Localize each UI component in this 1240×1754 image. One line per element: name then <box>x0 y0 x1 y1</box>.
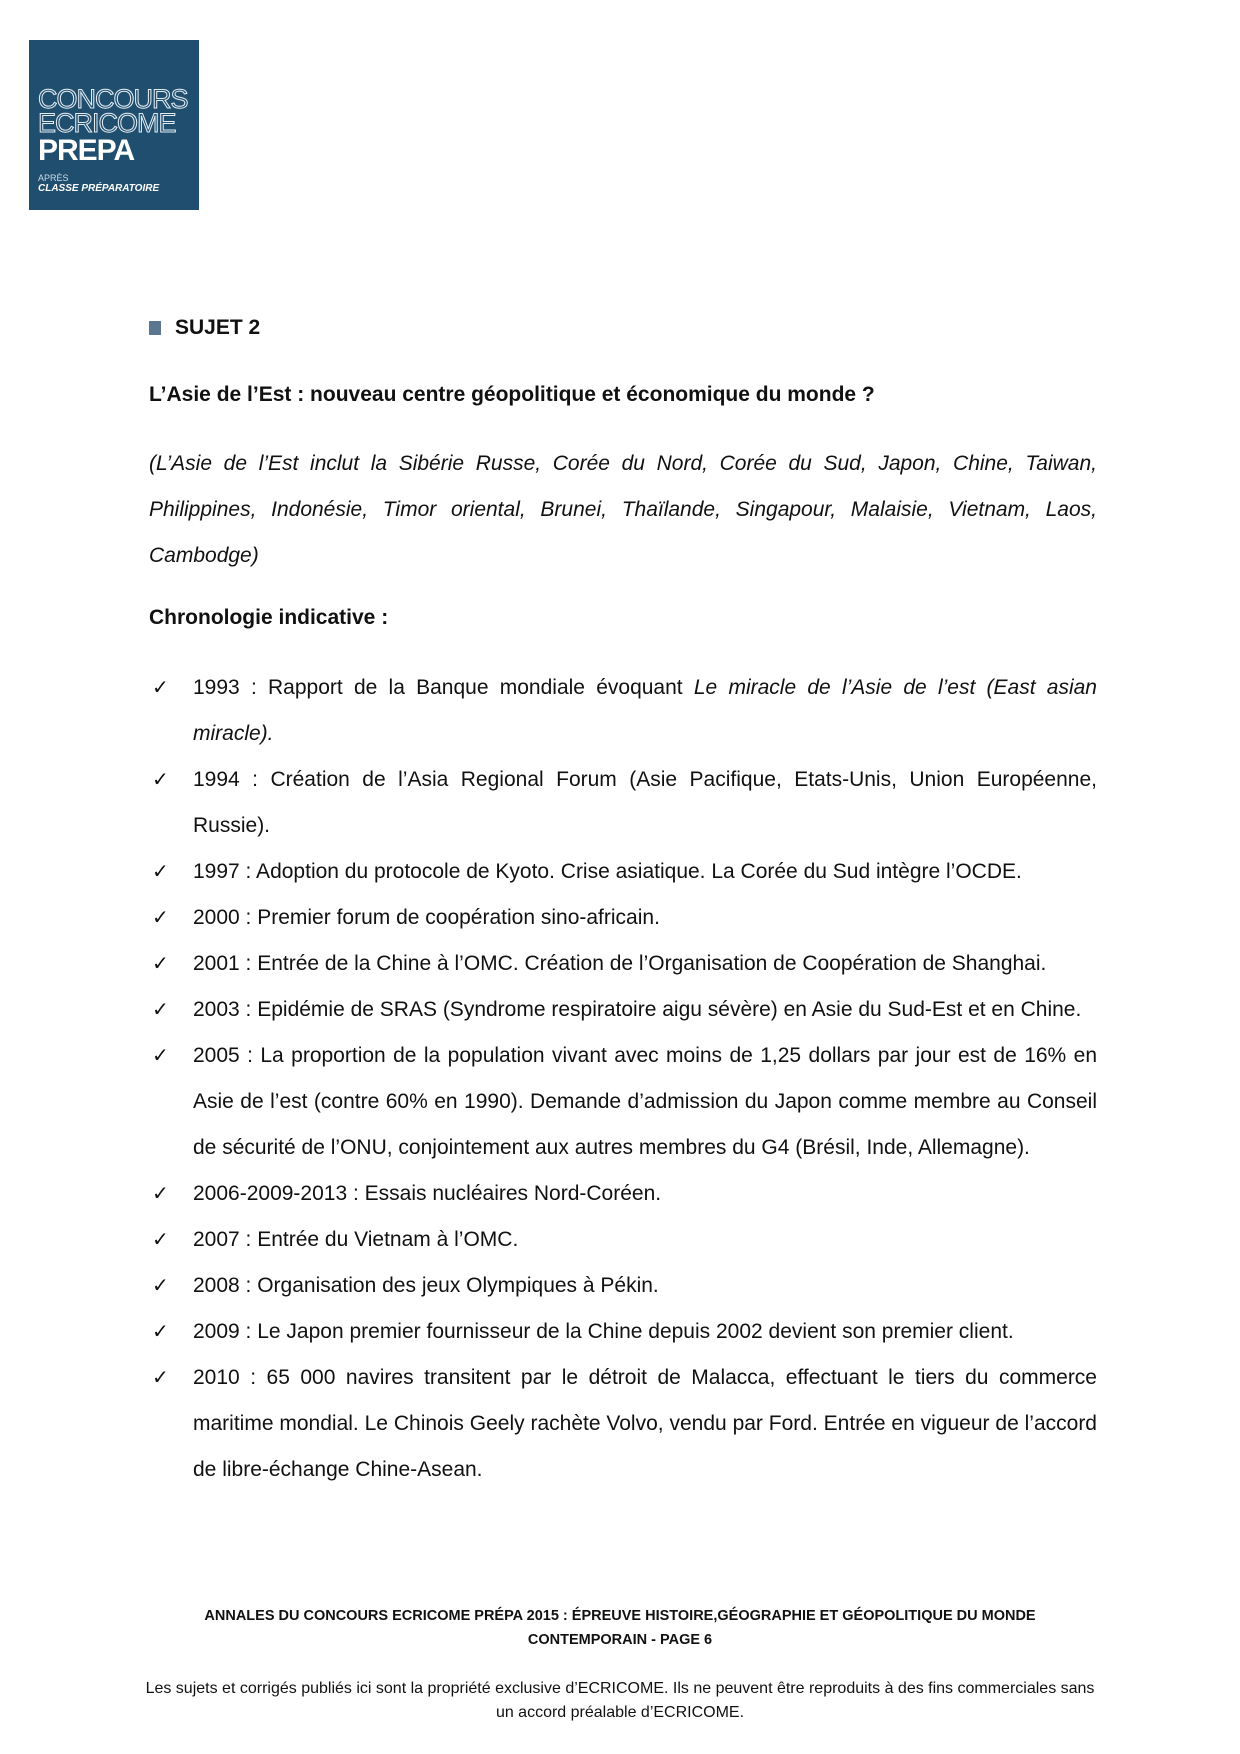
logo-line-ecricome: ECRICOME <box>38 108 176 138</box>
document-title: L’Asie de l’Est : nouveau centre géopolitique et économique du monde ? <box>149 383 875 406</box>
chronology-item-text: 2003 : Epidémie de SRAS (Syndrome respiratoire aigu sévère) en Asie du Sud-Est et en Chine. <box>193 998 1082 1021</box>
chronology-item <box>149 1355 1097 1493</box>
intro-paragraph: (L’Asie de l’Est inclut la Sibérie Russe, Corée du Nord, Corée du Sud, Japon, Chine, Taiwan, Philippines, Indonésie, Timor oriental, Brunei, Thaïlande, Singapour, Malaisie, Vietnam, Laos, Cambodge) <box>149 452 1097 567</box>
chronology-item <box>149 895 1097 941</box>
checkmark-icon: ✓ <box>152 1183 169 1205</box>
chronology-label: Chronologie indicative : <box>149 606 389 629</box>
checkmark-icon: ✓ <box>152 1229 169 1251</box>
logo-line-concours: CONCOURS <box>38 84 188 114</box>
checkmark-icon: ✓ <box>152 769 169 791</box>
subject-heading-text: SUJET 2 <box>175 316 261 339</box>
checkmark-icon: ✓ <box>152 999 169 1021</box>
checkmark-icon: ✓ <box>152 1321 169 1343</box>
square-bullet-icon <box>149 321 161 335</box>
chronology-item-text: 2008 : Organisation des jeux Olympiques à Pékin. <box>193 1274 659 1297</box>
chronology-item <box>149 941 1097 987</box>
chronology-item <box>149 665 1097 757</box>
chronology-item <box>149 1033 1097 1171</box>
logo-line-classe: CLASSE PRÉPARATOIRE <box>38 183 160 194</box>
chronology-item <box>149 849 1097 895</box>
subject-heading <box>149 316 260 340</box>
checkmark-icon: ✓ <box>152 1045 169 1067</box>
chronology-item <box>149 1309 1097 1355</box>
chronology-item <box>149 1171 1097 1217</box>
checkmark-icon: ✓ <box>152 1275 169 1297</box>
chronology-item-text: 2006-2009-2013 : Essais nucléaires Nord-Coréen. <box>193 1182 662 1205</box>
chronology-item-text: 2009 : Le Japon premier fournisseur de la Chine depuis 2002 devient son premier client. <box>193 1320 1014 1343</box>
ecricome-logo <box>29 40 199 210</box>
checkmark-icon: ✓ <box>152 953 169 975</box>
checkmark-icon: ✓ <box>152 677 169 699</box>
chronology-item-text: 2005 : La proportion de la population vivant avec moins de 1,25 dollars par jour est de 16% en Asie de l’est (contre 60% en 1990). Demande d’admission du Japon comme membre au Conseil de sécurité de l’ONU, conjointement aux autres membres du G4 (Brésil, Inde, Allemagne). <box>193 1044 1097 1159</box>
footer-line-2: CONTEMPORAIN - PAGE 6 <box>527 1632 713 1648</box>
chronology-item <box>149 1217 1097 1263</box>
chronology-item-text: 1994 : Création de l’Asia Regional Forum (Asie Pacifique, Etats-Unis, Union Européenne, Russie). <box>193 768 1097 837</box>
footer-line-1: ANNALES DU CONCOURS ECRICOME PRÉPA 2015 : ÉPREUVE HISTOIRE,GÉOGRAPHIE ET GÉOPOLITIQUE DU MONDE <box>204 1608 1036 1624</box>
chronology-item <box>149 987 1097 1033</box>
copyright-notice: Les sujets et corrigés publiés ici sont la propriété exclusive d’ECRICOME. Ils ne peuvent être reproduits à des fins commerciales sans un accord préalable d’ECRICOME. <box>145 1680 1095 1721</box>
logo-line-apres: APRÈS <box>38 173 69 183</box>
logo-line-prepa: PREPA <box>38 134 135 167</box>
chronology-item-text: 1997 : Adoption du protocole de Kyoto. Crise asiatique. La Corée du Sud intègre l’OCDE. <box>193 860 1022 883</box>
chronology-item-text: 1993 : Rapport de la Banque mondiale évoquant Le miracle de l’Asie de l’est (East asian miracle). <box>193 676 1097 745</box>
chronology-list <box>149 665 1097 1493</box>
chronology-item <box>149 1263 1097 1309</box>
chronology-item <box>149 757 1097 849</box>
chronology-item-text: 2001 : Entrée de la Chine à l’OMC. Création de l’Organisation de Coopération de Shanghai. <box>193 952 1047 975</box>
chronology-item-text: 2010 : 65 000 navires transitent par le détroit de Malacca, effectuant le tiers du commerce maritime mondial. Le Chinois Geely rachète Volvo, vendu par Ford. Entrée en vigueur de l’accord de libre-échange Chine-Asean. <box>193 1366 1097 1481</box>
checkmark-icon: ✓ <box>152 861 169 883</box>
chronology-item-text: 2007 : Entrée du Vietnam à l’OMC. <box>193 1228 519 1251</box>
footer-title <box>160 1604 1080 1652</box>
checkmark-icon: ✓ <box>152 1367 169 1389</box>
checkmark-icon: ✓ <box>152 907 169 929</box>
chronology-item-text: 2000 : Premier forum de coopération sino-africain. <box>193 906 660 929</box>
